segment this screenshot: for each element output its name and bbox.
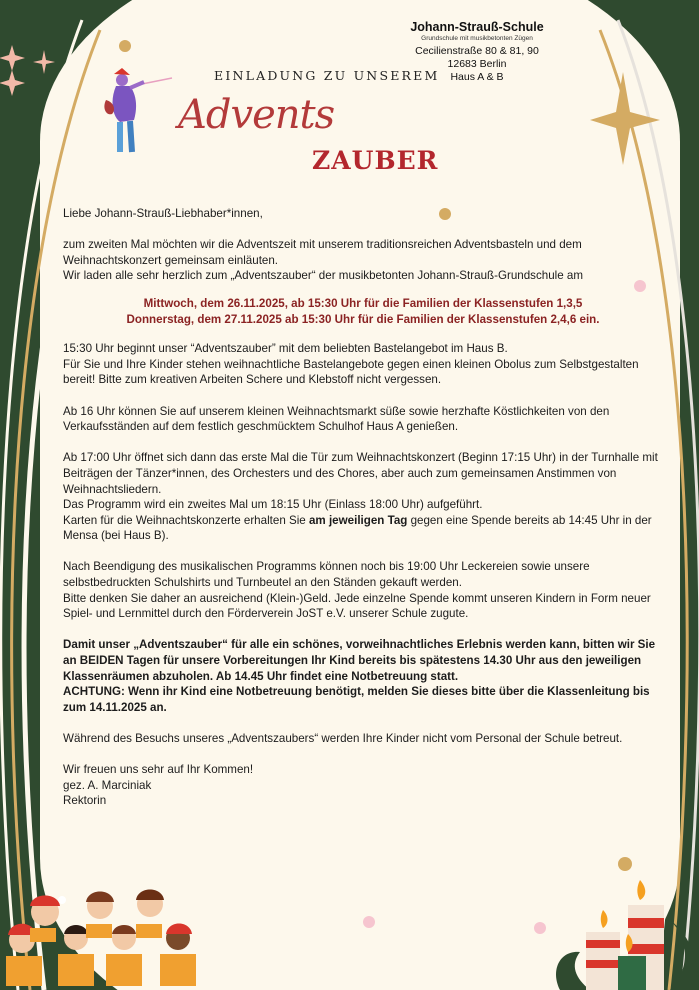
crafting-start: 15:30 Uhr beginnt unser “Adventszauber” mit dem beliebten Bastelangebot im Haus B. (63, 342, 508, 356)
tickets-bold: am jeweiligen Tag (308, 513, 408, 527)
tickets-pre: Karten für die Weihnachtskonzerte erhalten Sie (63, 513, 309, 527)
sparkle-icon (33, 50, 55, 74)
title-script: Advents (178, 92, 335, 138)
letter-body (63, 206, 663, 809)
school-name: Johann-Strauß-Schule (410, 20, 544, 34)
attention-notice: ACHTUNG: Wenn ihr Kind eine Notbetreuung benötigt, melden Sie dieses bitte über die Klassenleitung bis zum 14.11.2025 an. (63, 685, 650, 714)
tickets-post: gegen eine Spende bereits ab 14:45 Uhr in der Mensa (bei Haus B). (63, 513, 652, 543)
crafting-details: Für Sie und Ihre Kinder stehen weihnachtliche Bastelangebote gegen einen kleinen Obolus zum Selbstgestalten bereit! Bitte zum kreativen Arbeiten Schere und Klebstoff nicht vergessen. (63, 357, 639, 387)
concert-paragraph: Ab 17:00 Uhr öffnet sich dann das erste Mal die Tür zum Weihnachtskonzert (Beginn 17:15 Uhr) in der Turnhalle mit Beiträgen der Tänzer*innen, des Orchesters und des Chores, aber auch zum gemeinsamen Anstimmen von Weihnachtsliedern. (63, 451, 658, 496)
choir-and-candles-illustration (0, 880, 699, 990)
school-city: 12683 Berlin (447, 58, 507, 70)
closing-line: Wir freuen uns sehr auf Ihr Kommen! (63, 763, 254, 777)
school-street: Cecilienstraße 80 & 81, 90 (415, 45, 539, 57)
greeting: Liebe Johann-Strauß-Liebhaber*innen, (63, 207, 263, 220)
market-paragraph: Ab 16 Uhr können Sie auf unserem kleinen Weihnachtsmarkt süße sowie herzhafte Köstlichkeiten von den Verkaufsständen auf dem festlich geschmücktem Schulhof Haus A genießen. (63, 404, 610, 434)
candles-icon (556, 880, 699, 990)
intro-paragraph: zum zweiten Mal möchten wir die Adventszeit mit unserem traditionsreichen Adventsbasteln und dem Weihnachtskonzert gemeinsam einläuten. (63, 238, 582, 267)
after-program: Nach Beendigung des musikalischen Programms können noch bis 19:00 Uhr Leckereien sowie unsere selbstbedruckten Schulshirts und Turnbeutel an den Ständen gekauft werden. (63, 560, 590, 590)
title-main: ZAUBER (312, 146, 439, 175)
school-building: Haus A & B (450, 71, 504, 83)
event-date-2: Donnerstag, dem 27.11.2025 ab 15:30 Uhr für die Familien der Klassenstufen 2,4,6 ein. (126, 312, 600, 326)
conductor-icon (100, 66, 180, 158)
second-show: Das Programm wird ein zweites Mal um 18:15 Uhr (Einlass 18:00 Uhr) aufgeführt. (63, 498, 483, 512)
donation-paragraph: Bitte denken Sie daher an ausreichend (Klein-)Geld. Jede einzelne Spende kommt unseren Kindern in Form neuer Spiel- und Lernmittel durch den Förderverein JoST e.V. unserer Schule zugute. (63, 591, 651, 621)
signer-title: Rektorin (63, 794, 107, 808)
event-dates (63, 296, 663, 327)
school-subtitle: Grundschule mit musikbetonten Zügen (421, 35, 533, 42)
supervision-notice: Während des Besuchs unseres „Adventszaubers“ werden Ihre Kinder nicht vom Personal der Schule betreut. (63, 732, 623, 745)
event-date-1: Mittwoch, dem 26.11.2025, ab 15:30 Uhr für die Familien der Klassenstufen 1,3,5 (143, 296, 583, 310)
sparkle-icon (0, 70, 25, 96)
choir-children-icon (6, 890, 196, 987)
title-intro: EINLADUNG ZU UNSEREM (214, 68, 440, 83)
signature: gez. A. Marciniak (63, 778, 152, 792)
tickets-paragraph (63, 513, 663, 544)
intro-invite: Wir laden alle sehr herzlich zum „Adventszauber“ der musikbetonten Johann-Strauß-Grundschule am (63, 269, 584, 283)
pickup-notice: Damit unser „Adventszauber“ für alle ein schönes, vorweihnachtliches Erlebnis werden kann, bitten wir Sie an BEIDEN Tagen für unsere Vorbereitungen Ihr Kind bereits bis spätestens 14.30 Uhr aus den jeweiligen Klassenräumen abzuholen. Ab 14.45 Uhr findet eine Notbetreuung statt. (63, 638, 656, 683)
sparkle-icon (0, 45, 25, 71)
